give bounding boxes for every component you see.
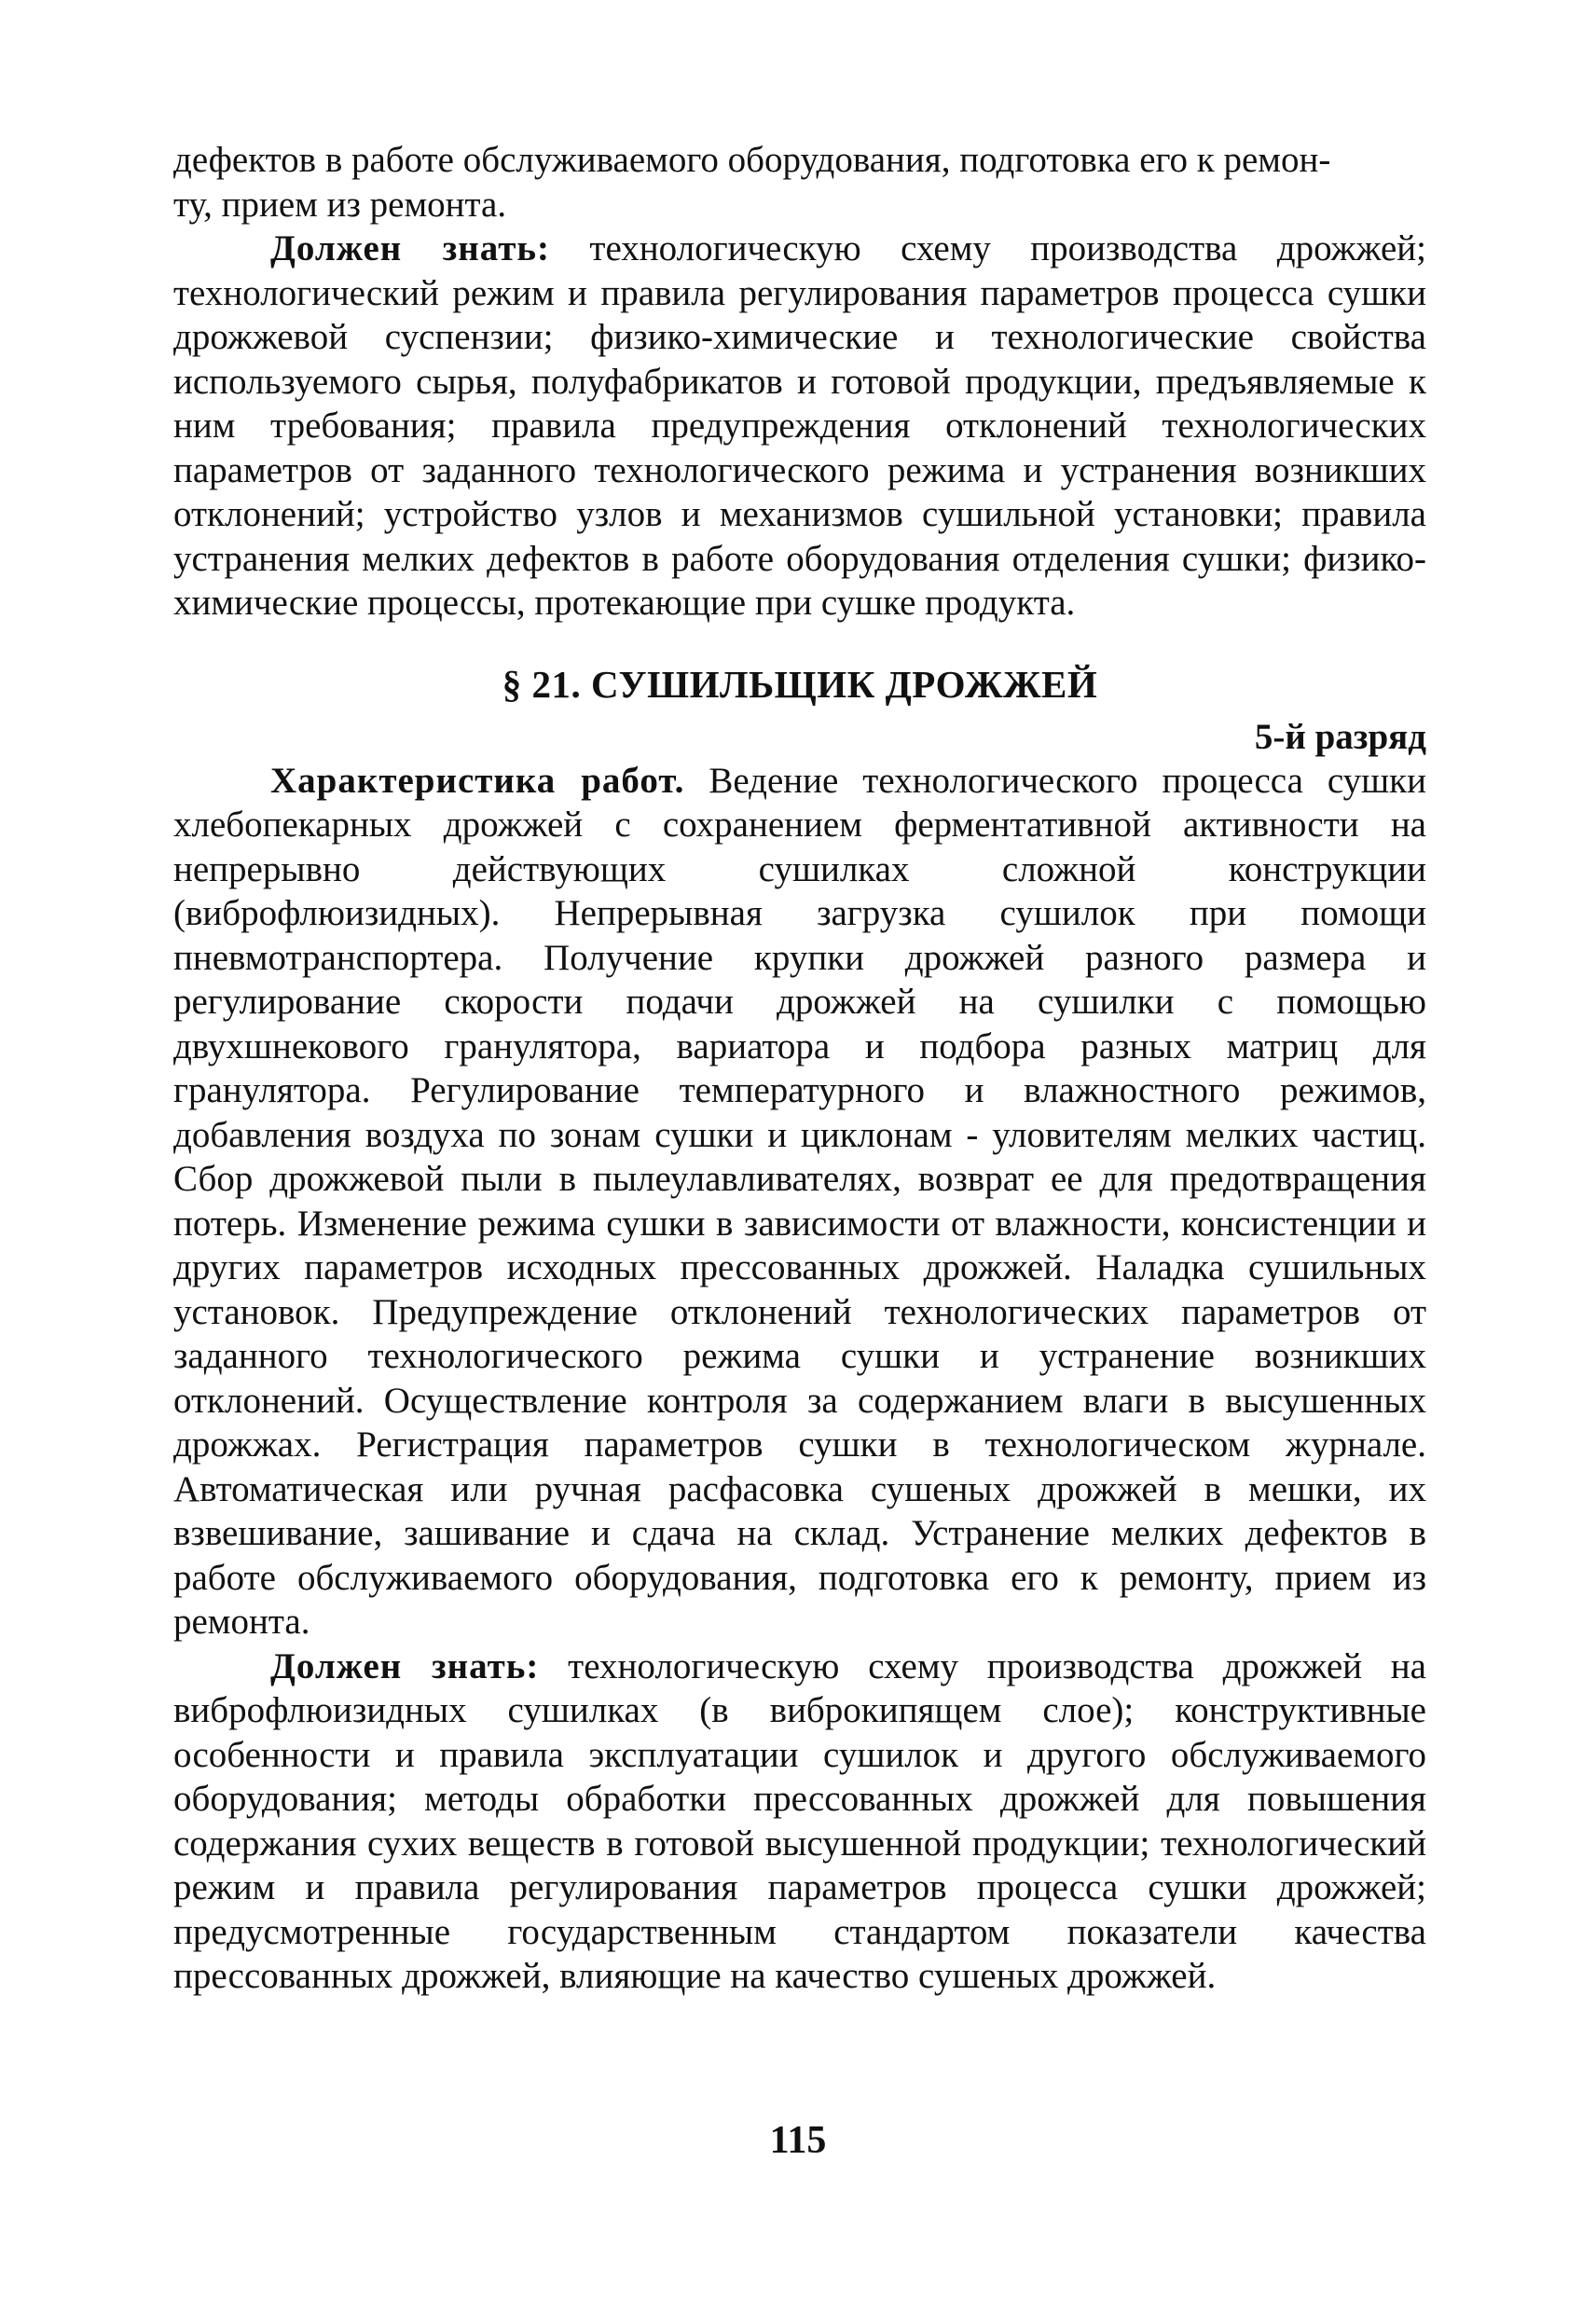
- characteristics-label: Характеристика работ.: [270, 760, 685, 801]
- grade-label: 5-й разряд: [1254, 716, 1426, 757]
- page-content: [173, 138, 1426, 1999]
- continuation-line-2: ту, прием из ремонта.: [173, 184, 507, 225]
- must-know-label-2: Должен знать:: [270, 1645, 540, 1686]
- characteristics-paragraph: [173, 759, 1426, 1645]
- continuation-paragraph: [173, 138, 1426, 227]
- characteristics-text: Ведение технологического процесса сушки хлебопекарных дрожжей с сохранением ферментативной активности на непрерывно действующих сушилках сложной конструкции (виброфлюизидных). Непрерывная загрузка сушилок при помощи пневмотранспортера. Получение крупки дрожжей разного размера и регулирование скорости подачи дрожжей на сушилки с помощью двухшнекового гранулятора, вариатора и подбора разных матриц для гранулятора. Регулирование температурного и влажностного режимов, добавления воздуха по зонам сушки и циклонам - уловителям мелких частиц. Сбор дрожжевой пыли в пылеулавливателях, возврат ее для предотвращения потерь. Изменение режима сушки в зависимости от влажности, консистенции и других параметров исходных прессованных дрожжей. Наладка сушильных установок. Предупреждение отклонений технологических параметров от заданного технологического режима сушки и устранение возникших отклонений. Осуществление контроля за содержанием влаги в высушенных дрожжах. Регистрация параметров сушки в технологическом журнале. Автоматическая или ручная расфасовка сушеных дрожжей в мешки, их взвешивание, зашивание и сдача на склад. Устранение мелких дефектов в работе обслуживаемого оборудования, подготовка его к ремонту, прием из ремонта.: [173, 760, 1426, 1642]
- continuation-line-1: дефектов в работе обслуживаемого оборудования, подготовка его к ремон-: [173, 140, 1331, 180]
- page-number: 115: [769, 2119, 827, 2162]
- must-know-text-2: технологическую схему производства дрожжей на виброфлюизидных сушилках (в виброкипящем слое); конструктивные особенности и правила эксплуатации сушилок и другого обслуживаемого оборудования; методы обработки прессованных дрожжей для повышения содержания сухих веществ в готовой высушенной продукции; технологический режим и правила регулирования параметров процесса сушки дрожжей; предусмотренные государственным стандартом показатели качества прессованных дрожжей, влияющие на качество сушеных дрожжей.: [173, 1645, 1426, 1996]
- section-heading: § 21. СУШИЛЬЩИК ДРОЖЖЕЙ: [502, 662, 1098, 706]
- must-know-paragraph-1: [173, 227, 1426, 626]
- must-know-paragraph-2: [173, 1645, 1426, 1999]
- must-know-text-1: технологическую схему производства дрожжей; технологический режим и правила регулирования параметров процесса сушки дрожжевой суспензии; физико-химические и технологические свойства используемого сырья, полуфабрикатов и готовой продукции, предъявляемые к ним требования; правила предупреждения отклонений технологических параметров от заданного технологического режима и устранения возникших отклонений; устройство узлов и механизмов сушильной установки; правила устранения мелких дефектов в работе оборудования отделения сушки; физико-химические процессы, протекающие при сушке продукта.: [173, 228, 1426, 623]
- must-know-label-1: Должен знать:: [270, 228, 551, 268]
